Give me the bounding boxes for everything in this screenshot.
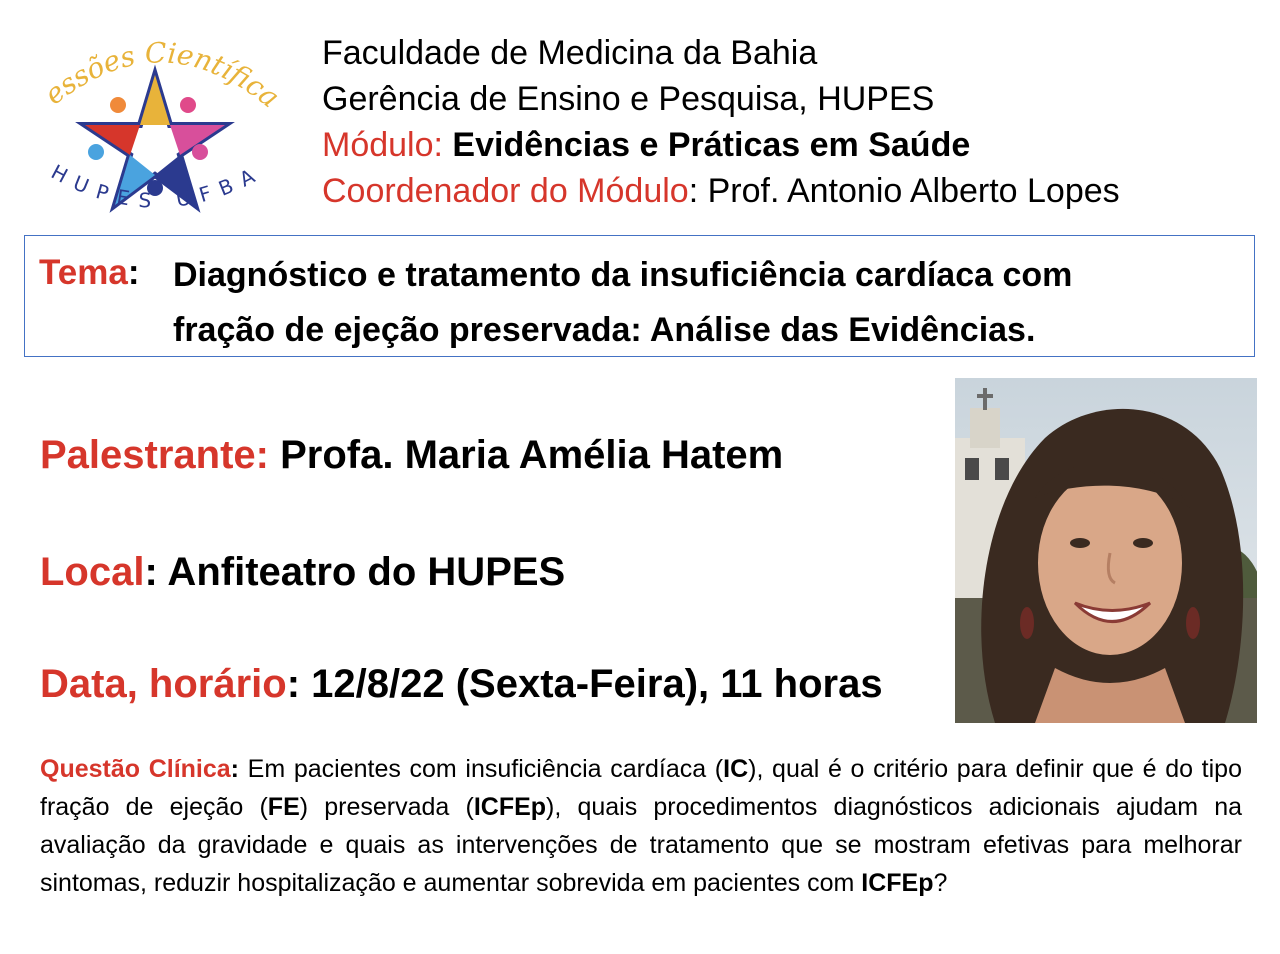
coordinator-line <box>322 168 1272 214</box>
tema-line-2: fração de ejeção preservada: Análise das Evidências. <box>173 311 1036 349</box>
sessoes-cientificas-logo <box>30 30 290 230</box>
tema-label-group <box>39 248 140 298</box>
palestrante-label: Palestrante: <box>40 433 269 477</box>
questao-colon: : <box>230 755 239 783</box>
faculty-name: Faculdade de Medicina da Bahia <box>322 34 818 72</box>
department-name: Gerência de Ensino e Pesquisa, HUPES <box>322 80 935 118</box>
logo-bottom-text: HUPES UFBA <box>47 159 268 213</box>
questao-clinica <box>40 750 1242 902</box>
palestrante-line <box>40 433 783 478</box>
questao-icfep-2: ICFEp <box>861 869 934 897</box>
palestrante-value: Profa. Maria Amélia Hatem <box>268 433 784 477</box>
questao-text-1: Em pacientes com insuficiência cardíaca ( <box>239 755 724 783</box>
coordinator-value: : Prof. Antonio Alberto Lopes <box>688 172 1120 210</box>
logo-arc-text: essões Científicas <box>38 36 286 115</box>
questao-label: Questão Clínica <box>40 755 231 783</box>
local-label: Local <box>40 550 145 594</box>
tema-text <box>173 248 1233 358</box>
data-horario-value: : 12/8/22 (Sexta-Feira), 11 horas <box>286 662 883 706</box>
questao-text-5: ? <box>933 869 948 897</box>
questao-text-4: ), quais procedimentos diagnósticos adicionais ajudam na avaliação da gravidade e quais as intervenções de tratamento que se mostram efetivas para melhorar sintomas, reduzir hospitalização e aumentar sobrevida em pacientes com <box>40 793 1243 897</box>
local-value: : Anfiteatro do HUPES <box>144 550 566 594</box>
questao-icfep-1: ICFEp <box>473 793 547 821</box>
questao-text-2: ), qual é o critério para definir que é do tipo fração de ejeção ( <box>40 755 1242 821</box>
module-line <box>322 122 1272 168</box>
questao-text-3: ) preservada ( <box>299 793 474 821</box>
local-line <box>40 550 565 595</box>
tema-label: Tema <box>39 253 128 292</box>
speaker-photo <box>955 378 1257 723</box>
module-label: Módulo: <box>322 126 453 164</box>
module-value: Evidências e Práticas em Saúde <box>452 126 971 164</box>
data-horario-line <box>40 662 883 707</box>
tema-line-1: Diagnóstico e tratamento da insuficiência cardíaca com <box>173 256 1073 294</box>
questao-fe: FE <box>267 793 300 821</box>
header <box>322 30 1272 214</box>
tema-box <box>24 235 1255 357</box>
data-horario-label: Data, horário <box>40 662 287 706</box>
questao-ic: IC <box>723 755 749 783</box>
coordinator-label: Coordenador do Módulo <box>322 172 689 210</box>
tema-colon: : <box>127 253 140 292</box>
